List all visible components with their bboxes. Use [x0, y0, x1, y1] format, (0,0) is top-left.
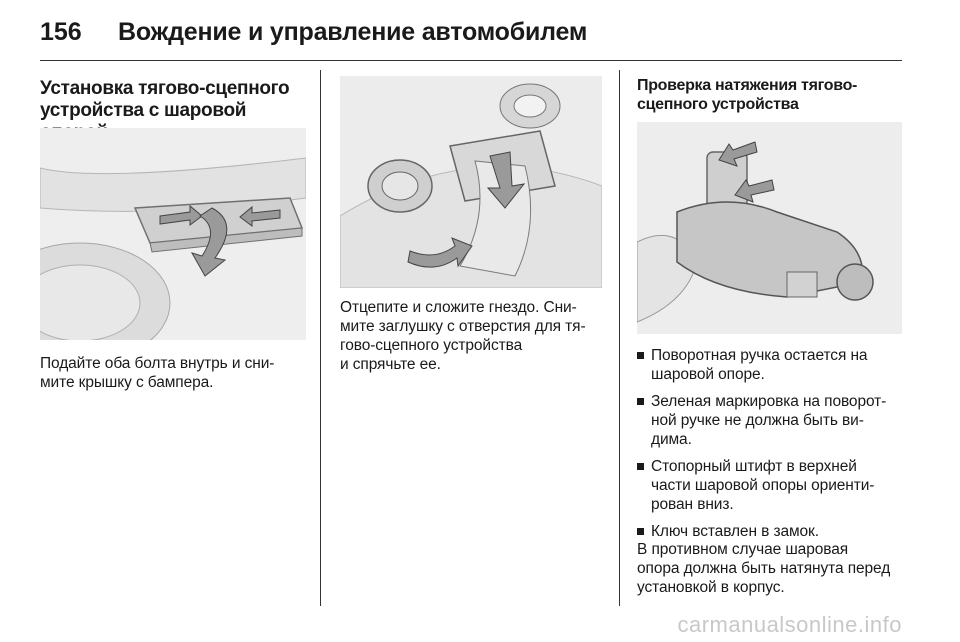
text-line: ной ручке не должна быть ви- [651, 412, 864, 429]
square-bullet-icon [637, 463, 644, 470]
column-divider-left [320, 70, 321, 606]
section-heading-check [637, 76, 902, 114]
figure-socket-fold [340, 76, 602, 288]
text-line: установкой в корпус. [637, 579, 785, 596]
text-line: Отцепите и сложите гнездо. Сни- [340, 299, 577, 316]
list-item [637, 392, 902, 449]
square-bullet-icon [637, 352, 644, 359]
text-line: гово-сцепного устройства [340, 337, 523, 354]
text-line: Поворотная ручка остается на [651, 347, 868, 364]
text-line: Стопорный штифт в верхней [651, 458, 857, 475]
heading-line: Проверка натяжения тягово- [637, 77, 858, 94]
text-line: части шаровой опоры ориенти- [651, 477, 875, 494]
figure-ball-coupling [637, 122, 902, 334]
text-line: Подайте оба болта внутрь и сни- [40, 355, 275, 372]
list-item [637, 346, 902, 384]
check-list [637, 346, 902, 549]
square-bullet-icon [637, 398, 644, 405]
list-item [637, 457, 902, 514]
check-closing-text [637, 540, 902, 597]
heading-line: устройства с шаровой [40, 100, 247, 121]
text-line: мите заглушку с отверстия для тя- [340, 318, 586, 335]
text-line: шаровой опоре. [651, 366, 765, 383]
heading-line: сцепного устройства [637, 96, 799, 113]
page-title: Вождение и управление автомобилем [118, 18, 588, 46]
install-step-text [40, 354, 306, 392]
text-line: В противном случае шаровая [637, 541, 849, 558]
text-line: и спрячьте ее. [340, 356, 441, 373]
column-divider-right [619, 70, 620, 606]
heading-line: Установка тягово-сцепного [40, 78, 290, 99]
text-line: рован вниз. [651, 496, 734, 513]
text-line: Ключ вставлен в замок. [651, 523, 819, 540]
socket-step-text [340, 298, 602, 374]
watermark: carmanualsonline.info [677, 612, 902, 637]
text-line: мите крышку с бампера. [40, 374, 214, 391]
list-item [637, 522, 902, 541]
square-bullet-icon [637, 528, 644, 535]
text-line: дима. [651, 431, 692, 448]
figure-bumper-cover [40, 128, 306, 340]
text-line: опора должна быть натянута перед [637, 560, 891, 577]
text-line: Зеленая маркировка на поворот- [651, 393, 887, 410]
page-header [40, 14, 902, 54]
header-divider [40, 60, 902, 61]
page-number: 156 [40, 18, 82, 46]
